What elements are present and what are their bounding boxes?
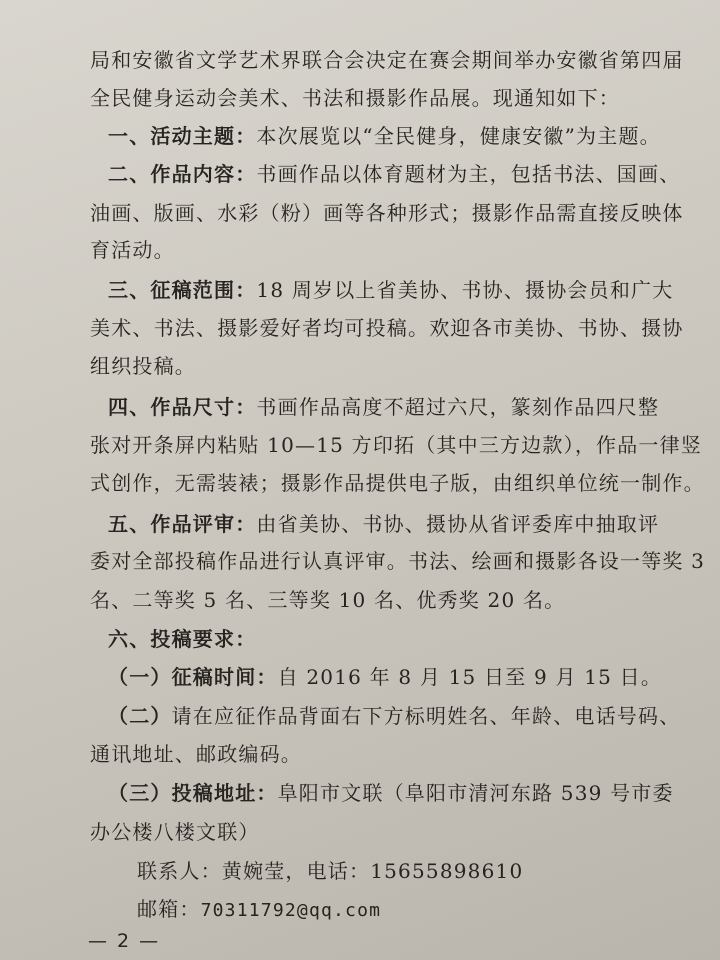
section-4-label: 四、作品尺寸：	[108, 395, 257, 419]
contact-text: 黄婉莹，电话：15655898610	[221, 859, 524, 883]
section-4	[108, 393, 720, 421]
requirement-3-continuation-1: 办公楼八楼文联）	[90, 820, 260, 844]
section-2-label: 二、作品内容：	[108, 162, 257, 186]
requirement-1-text: 自 2016 年 8 月 15 日至 9 月 15 日。	[277, 665, 663, 689]
section-3-text: 18 周岁以上省美协、书协、摄协会员和广大	[256, 278, 674, 302]
section-2-continuation-1: 油画、版画、水彩（粉）画等各种形式；摄影作品需直接反映体	[90, 201, 684, 225]
requirement-2-continuation-1: 通讯地址、邮政编码。	[90, 742, 302, 766]
requirement-2-text: 请在应征作品背面右下方标明姓名、年龄、电话号码、	[171, 704, 681, 728]
section-2	[108, 160, 720, 188]
requirement-3-text: 阜阳市文联（阜阳市清河东路 539 号市委	[277, 781, 674, 805]
requirement-1-label: （一）征稿时间：	[108, 665, 278, 689]
section-3	[108, 276, 720, 304]
section-1-text: 本次展览以“全民健身，健康安徽”为主题。	[256, 124, 661, 148]
contact-label: 联系人：	[137, 859, 222, 883]
section-3-continuation-2: 组织投稿。	[90, 354, 196, 378]
email-label: 邮箱：	[137, 897, 201, 921]
section-4-continuation-1: 张对开条屏内粘贴 10—15 方印拓（其中三方边款），作品一律竖	[90, 433, 703, 457]
section-4-continuation-2: 式创作，无需装裱；摄影作品提供电子版，由组织单位统一制作。	[90, 471, 705, 495]
section-5-label: 五、作品评审：	[108, 512, 257, 536]
contact-line	[137, 857, 720, 885]
section-6	[108, 625, 720, 653]
section-4-text: 书画作品高度不超过六尺，篆刻作品四尺整	[256, 395, 660, 419]
section-5-continuation-1: 委对全部投稿作品进行认真评审。书法、绘画和摄影各设一等奖 3	[90, 549, 706, 573]
email-line	[137, 895, 720, 925]
section-3-label: 三、征稿范围：	[108, 278, 257, 302]
page-number: — 2 —	[88, 930, 161, 952]
requirement-3-label: （三）投稿地址：	[108, 781, 278, 805]
email-address: 70311792@qq.com	[200, 900, 382, 921]
section-5-continuation-2: 名、二等奖 5 名、三等奖 10 名、优秀奖 20 名。	[90, 588, 566, 612]
section-2-text: 书画作品以体育题材为主，包括书法、国画、	[256, 162, 681, 186]
requirement-2	[108, 702, 720, 730]
section-2-continuation-2: 育活动。	[90, 238, 175, 262]
intro-line-1: 局和安徽省文学艺术界联合会决定在赛会期间举办安徽省第四届	[90, 48, 684, 72]
section-1-label: 一、活动主题：	[108, 124, 257, 148]
intro-line-2: 全民健身运动会美术、书法和摄影作品展。现通知如下：	[90, 86, 620, 110]
section-6-label: 六、投稿要求：	[108, 627, 257, 651]
section-3-continuation-1: 美术、书法、摄影爱好者均可投稿。欢迎各市美协、书协、摄协	[90, 316, 684, 340]
section-5	[108, 510, 720, 538]
section-5-text: 由省美协、书协、摄协从省评委库中抽取评	[256, 512, 660, 536]
section-1	[108, 122, 720, 150]
requirement-2-label: （二）	[108, 704, 172, 728]
requirement-1	[108, 663, 720, 691]
requirement-3	[108, 779, 720, 807]
